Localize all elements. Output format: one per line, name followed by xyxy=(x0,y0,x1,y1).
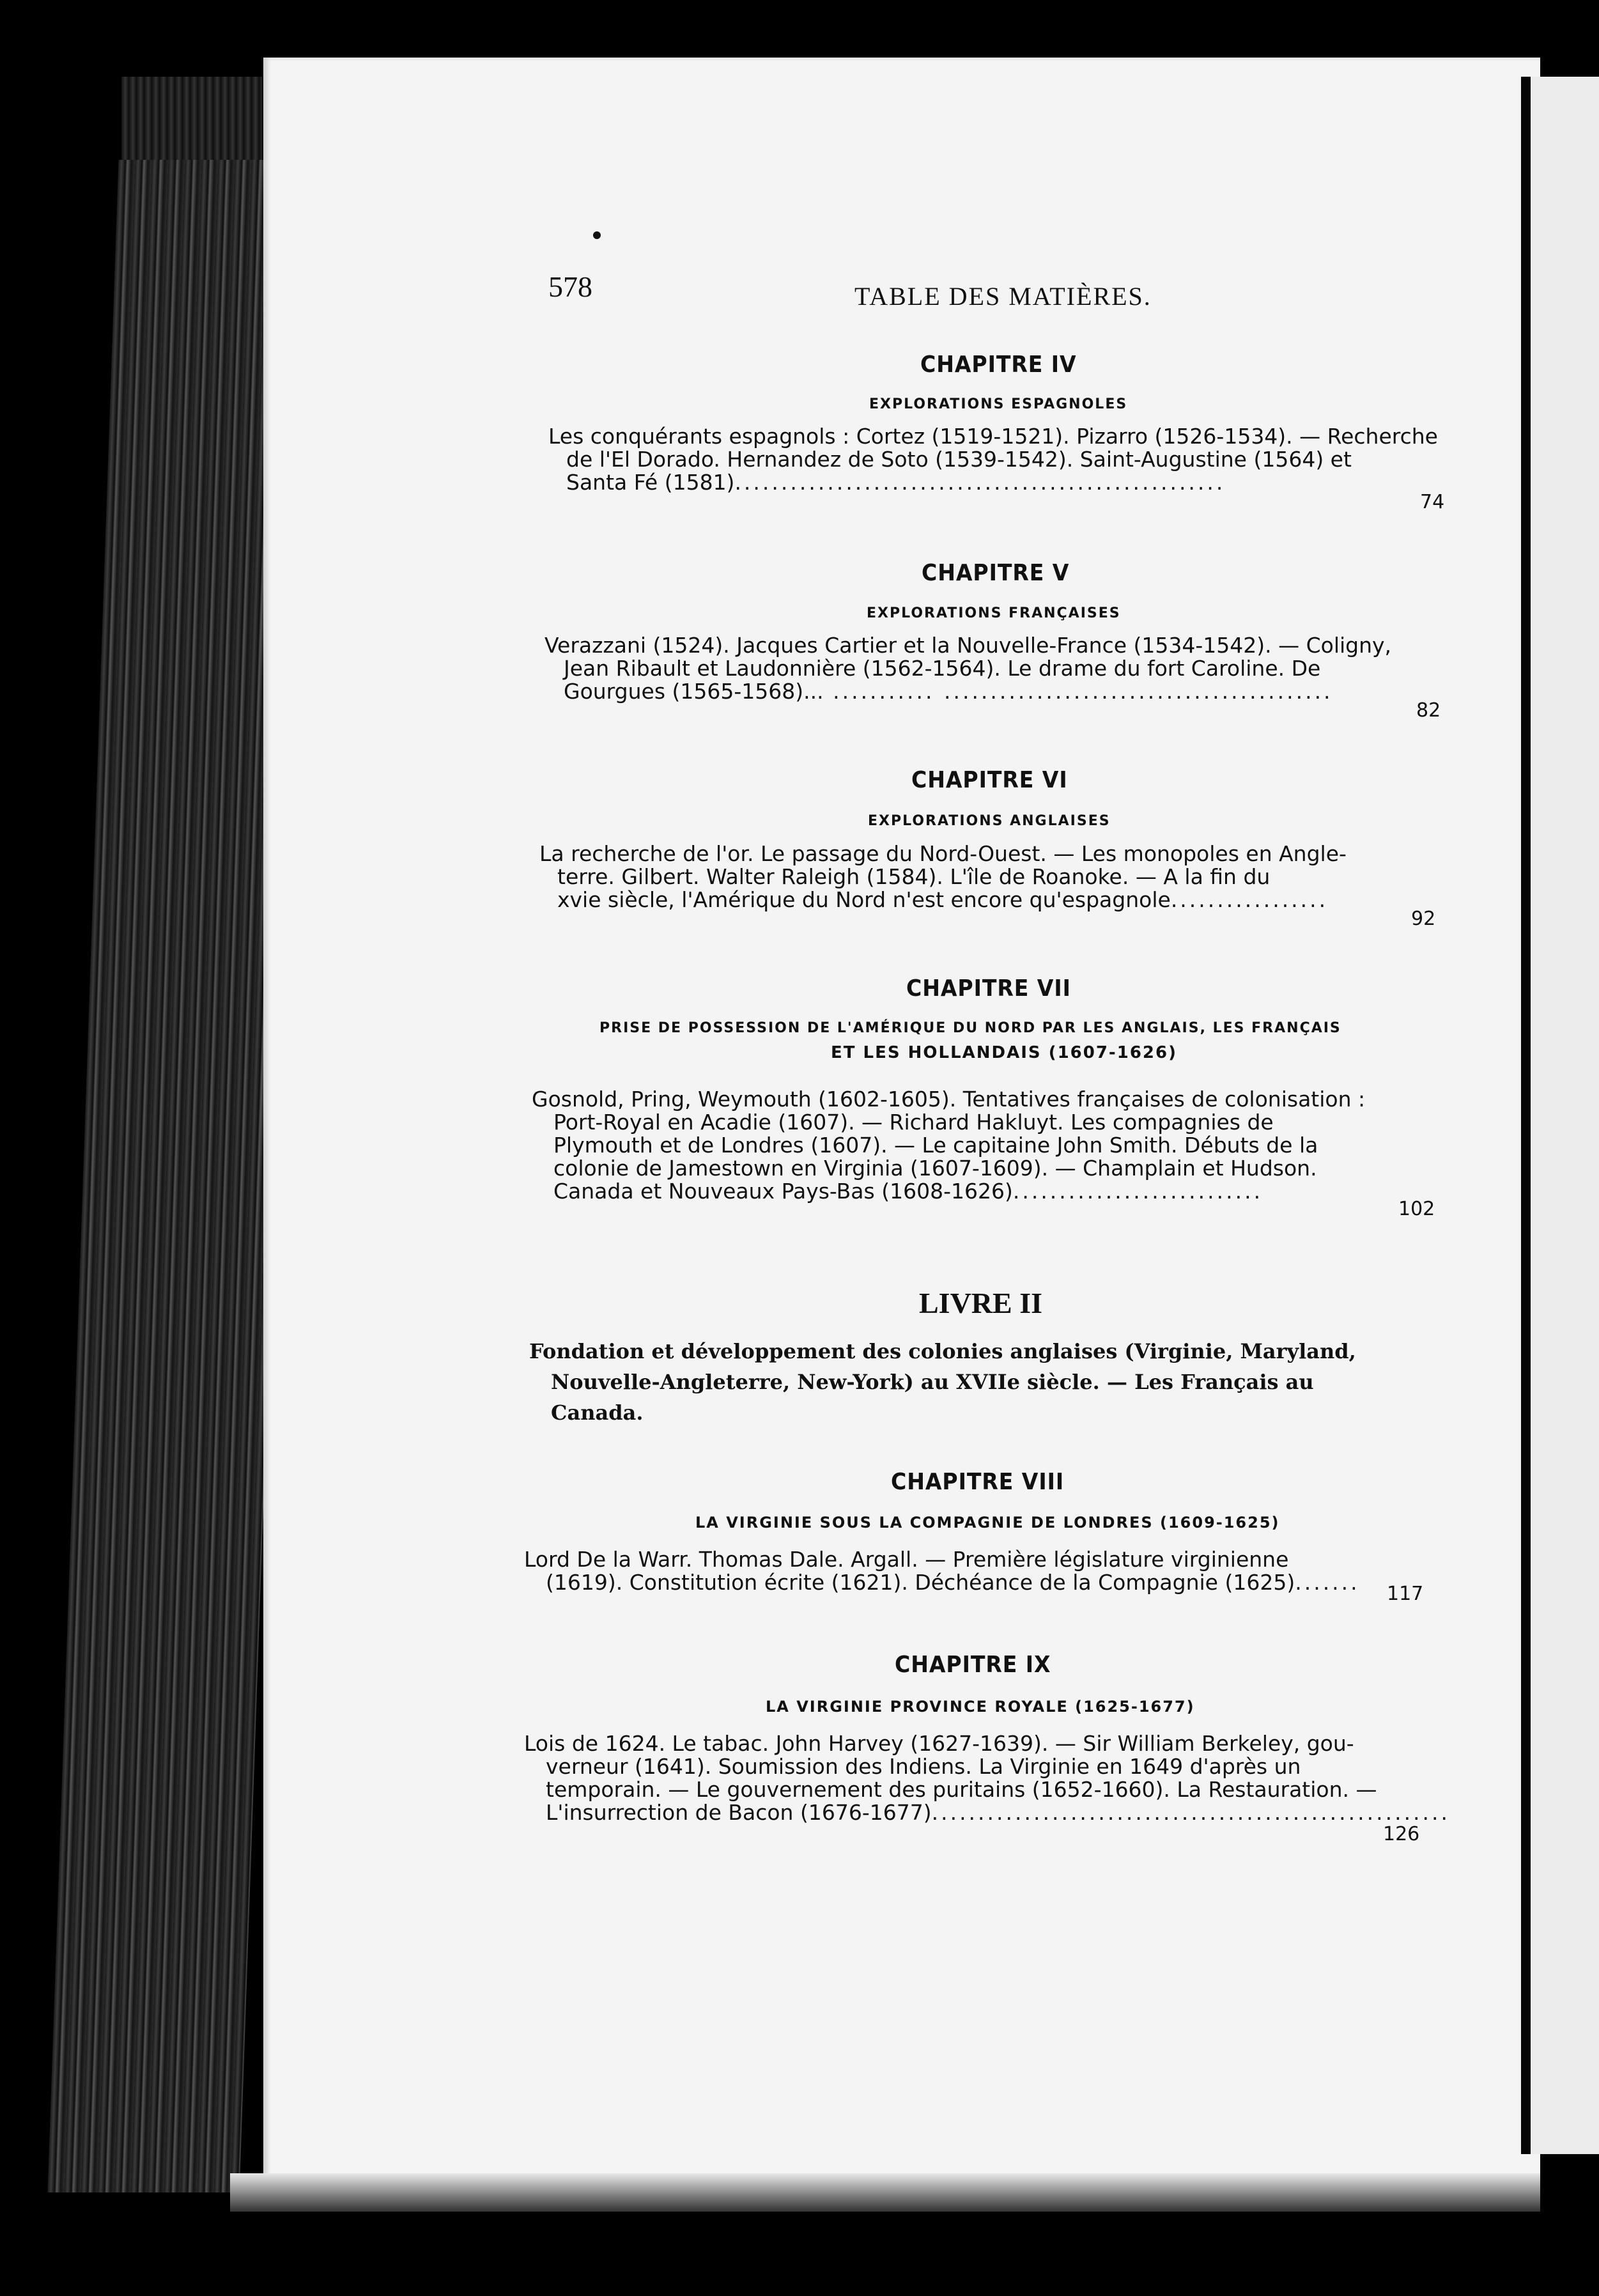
entry-line: verneur (1641). Soumission des Indiens. La Virginie en 1649 d'après un xyxy=(546,1754,1301,1779)
entry-line: terre. Gilbert. Walter Raleigh (1584). L'île de Roanoke. — A la fin du xyxy=(557,864,1271,889)
entry-line: Plymouth et de Londres (1607). — Le capitaine John Smith. Débuts de la xyxy=(553,1133,1318,1158)
dot-leader: ....... xyxy=(1295,1570,1360,1595)
entry-line: Les conquérants espagnols : Cortez (1519-1521). Pizarro (1526-1534). — Recherche xyxy=(548,424,1438,449)
entry-line: Gosnold, Pring, Weymouth (1602-1605). Tentatives françaises de colonisation : xyxy=(532,1087,1366,1112)
entry-line-text: (1619). Constitution écrite (1621). Déchéance de la Compagnie (1625) xyxy=(546,1570,1295,1595)
dot-leader: ..................................................... xyxy=(734,470,1226,495)
entry-line: La recherche de l'or. Le passage du Nord-Ouest. — Les monopoles en Angle- xyxy=(539,841,1347,866)
entry-line: Verazzani (1524). Jacques Cartier et la Nouvelle-France (1534-1542). — Coligny, xyxy=(545,633,1392,658)
entry-line: colonie de Jamestown en Virginia (1607-1609). — Champlain et Hudson. xyxy=(553,1156,1317,1181)
page-reference: 102 xyxy=(1398,1198,1435,1220)
entry-line-text: L'insurrection de Bacon (1676-1677) xyxy=(546,1800,932,1825)
entry-line xyxy=(532,1180,1374,1203)
page-number: 578 xyxy=(548,270,592,303)
entry-line xyxy=(524,1571,1366,1594)
running-head: TABLE DES MATIÈRES. xyxy=(854,282,1152,311)
entry-line-text: Santa Fé (1581) xyxy=(566,470,735,495)
dot-leader: ........................... xyxy=(1012,1179,1263,1204)
dot-leader: ........... .......................................... xyxy=(823,679,1333,704)
entry-line-text: Gourgues (1565-1568)... xyxy=(564,679,824,704)
chapter-subtitle: ET LES HOLLANDAIS (1607-1626) xyxy=(831,1043,1177,1062)
entry-line-text: Canada et Nouveaux Pays-Bas (1608-1626) xyxy=(553,1179,1013,1204)
toc-entry-text xyxy=(539,842,1382,911)
ink-dot xyxy=(593,231,601,239)
entry-line: Lord De la Warr. Thomas Dale. Argall. — Première législature virginienne xyxy=(524,1547,1289,1572)
entry-line: temporain. — Le gouvernement des puritains (1652-1660). La Restauration. — xyxy=(546,1777,1377,1802)
dot-leader: ................. xyxy=(1170,887,1329,912)
chapter-heading: CHAPITRE IX xyxy=(895,1652,1051,1678)
chapter-subtitle: LA VIRGINIE PROVINCE ROYALE (1625-1677) xyxy=(766,1698,1195,1716)
entry-line xyxy=(548,471,1391,494)
entry-line xyxy=(545,680,1387,703)
page-bottom-shadow xyxy=(230,2173,1540,2212)
toc-entry-text xyxy=(532,1088,1374,1203)
entry-line xyxy=(524,1800,1451,1825)
page-reference: 82 xyxy=(1416,699,1441,722)
chapter-heading: CHAPITRE VIII xyxy=(891,1469,1065,1495)
book-heading: LIVRE II xyxy=(919,1287,1043,1319)
page-reference: 74 xyxy=(1420,491,1445,513)
page-reference: 117 xyxy=(1387,1583,1424,1605)
entry-line: Lois de 1624. Le tabac. John Harvey (1627-1639). — Sir William Berkeley, gou- xyxy=(524,1731,1354,1756)
toc-entry-text xyxy=(545,633,1392,704)
chapter-heading: CHAPITRE IV xyxy=(920,352,1077,378)
dot-leader: ........................................................ xyxy=(931,1800,1451,1825)
toc-entry-text xyxy=(524,1731,1451,1825)
book-description-line: Canada. xyxy=(551,1400,644,1425)
entry-line: Jean Ribault et Laudonnière (1562-1564). Le drame du fort Caroline. De xyxy=(564,656,1321,681)
chapter-subtitle: EXPLORATIONS ESPAGNOLES xyxy=(869,396,1128,412)
entry-line-text: xvie siècle, l'Amérique du Nord n'est encore qu'espagnole xyxy=(557,887,1171,912)
entry-line xyxy=(539,888,1382,911)
chapter-subtitle: EXPLORATIONS FRANÇAISES xyxy=(867,605,1121,621)
book-description-line: Fondation et développement des colonies anglaises (Virginie, Maryland, xyxy=(529,1339,1356,1363)
chapter-subtitle: PRISE DE POSSESSION DE L'AMÉRIQUE DU NORD PAR LES ANGLAIS, LES FRANÇAIS xyxy=(599,1020,1341,1036)
chapter-heading: CHAPITRE V xyxy=(922,560,1070,586)
toc-entry-text xyxy=(524,1548,1366,1594)
toc-entry-text xyxy=(548,424,1438,495)
book-description-line: Nouvelle-Angleterre, New-York) au XVIIe siècle. — Les Français au xyxy=(551,1370,1314,1394)
chapter-subtitle: EXPLORATIONS ANGLAISES xyxy=(868,813,1111,829)
chapter-heading: CHAPITRE VI xyxy=(911,767,1068,793)
chapter-subtitle: LA VIRGINIE SOUS LA COMPAGNIE DE LONDRES (1609-1625) xyxy=(695,1514,1280,1532)
chapter-heading: CHAPITRE VII xyxy=(906,975,1071,1002)
entry-line: de l'El Dorado. Hernandez de Soto (1539-1542). Saint-Augustine (1564) et xyxy=(566,447,1352,472)
entry-line: Port-Royal en Acadie (1607). — Richard Hakluyt. Les compagnies de xyxy=(553,1110,1274,1135)
page-reference: 126 xyxy=(1383,1823,1420,1845)
page-reference: 92 xyxy=(1411,908,1436,930)
next-page-edge xyxy=(1531,77,1599,2154)
